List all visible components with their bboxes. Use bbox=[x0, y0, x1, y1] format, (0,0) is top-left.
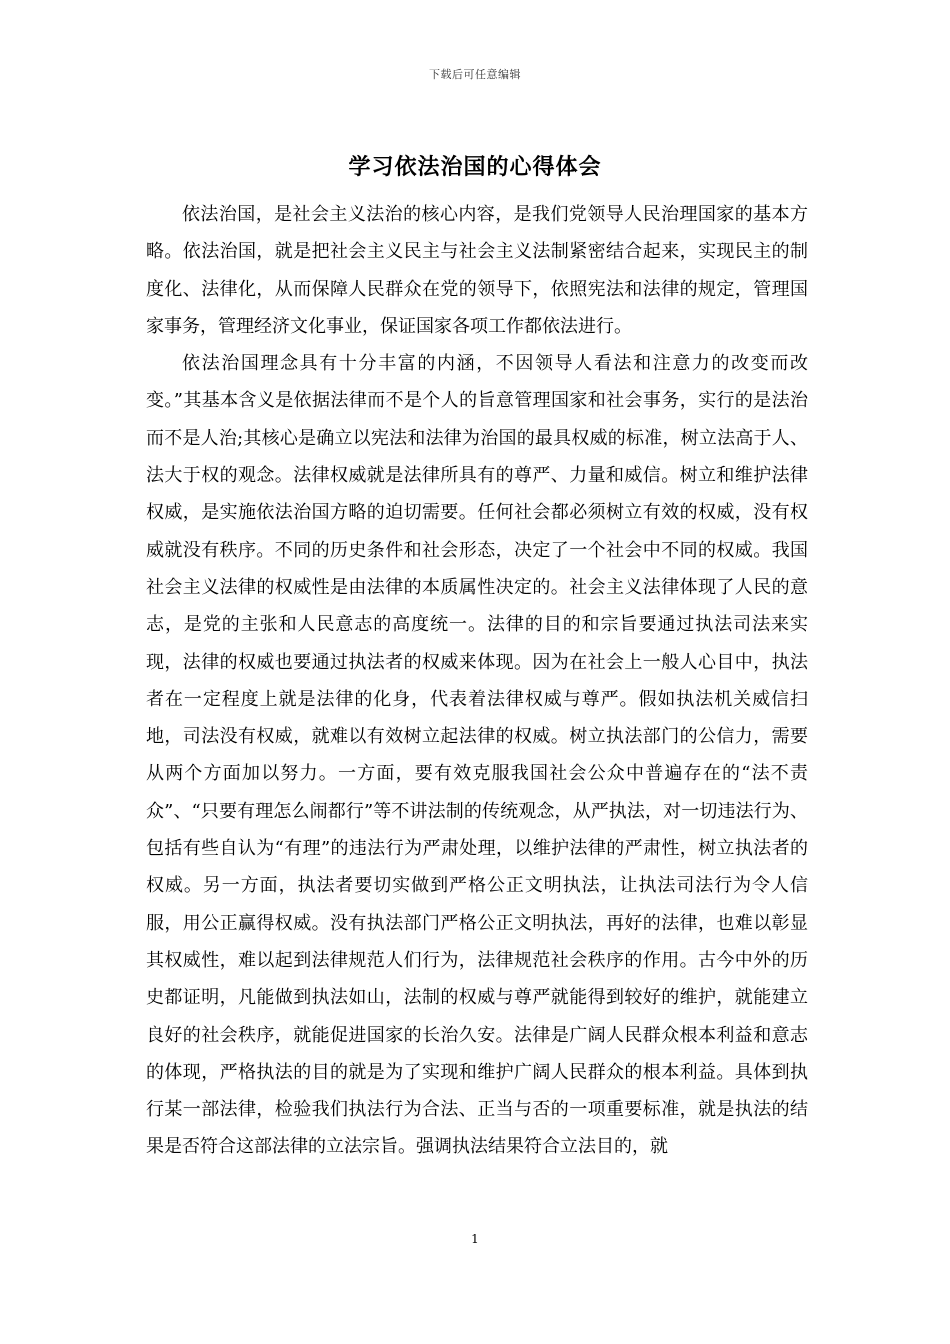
header-note: 下载后可任意编辑 bbox=[429, 68, 521, 81]
page-number: 1 bbox=[471, 1232, 479, 1246]
document-title: 学习依法治国的心得体会 bbox=[348, 154, 602, 180]
paragraph-1: 依法治国，是社会主义法治的核心内容，是我们党领导人民治理国家的基本方略。依法治国，就是把社会主义民主与社会主义法制紧密结合起来，实现民主的制度化、法律化，从而保障人民群众在党的领导下，依照宪法和法律的规定，管理国家事务，管理经济文化事业，保证国家各项工作都依法进行。 bbox=[146, 204, 808, 337]
document-body bbox=[146, 196, 808, 1166]
paragraph-2: 依法治国理念具有十分丰富的内涵，不因领导人看法和注意力的改变而改变。”其基本含义是依据法律而不是个人的旨意管理国家和社会事务，实行的是法治而不是人治;其核心是确立以宪法和法律为治国的最具权威的标准，树立法高于人、法大于权的观念。法律权威就是法律所具有的尊严、力量和威信。树立和维护法律权威，是实施依法治国方略的迫切需要。任何社会都必须树立有效的权威，没有权威就没有秩序。不同的历史条件和社会形态，决定了一个社会中不同的权威。我国社会主义法律的权威性是由法律的本质属性决定的。社会主义法律体现了人民的意志，是党的主张和人民意志的高度统一。法律的目的和宗旨要通过执法司法来实现，法律的权威也要通过执法者的权威来体现。因为在社会上一般人心目中，执法者在一定程度上就是法律的化身，代表着法律权威与尊严。假如执法机关威信扫地，司法没有权威，就难以有效树立起法律的权威。树立执法部门的公信力，需要从两个方面加以努力。一方面，要有效克服我国社会公众中普遍存在的“法不责众”、“只要有理怎么闹都行”等不讲法制的传统观念，从严执法，对一切违法行为、包括有些自认为“有理”的违法行为严肃处理，以维护法律的严肃性，树立执法者的权威。另一方面，执法者要切实做到严格公正文明执法，让执法司法行为令人信服，用公正赢得权威。没有执法部门严格公正文明执法，再好的法律，也难以彰显其权威性，难以起到法律规范人们行为，法律规范社会秩序的作用。古今中外的历史都证明，凡能做到执法如山，法制的权威与尊严就能得到较好的维护，就能建立良好的社会秩序，就能促进国家的长治久安。法律是广阔人民群众根本利益和意志的体现，严格执法的目的就是为了实现和维护广阔人民群众的根本利益。具体到执行某一部法律，检验我们执法行为合法、正当与否的一项重要标准，就是执法的结果是否符合这部法律的立法宗旨。强调执法结果符合立法目的，就 bbox=[146, 353, 808, 1158]
